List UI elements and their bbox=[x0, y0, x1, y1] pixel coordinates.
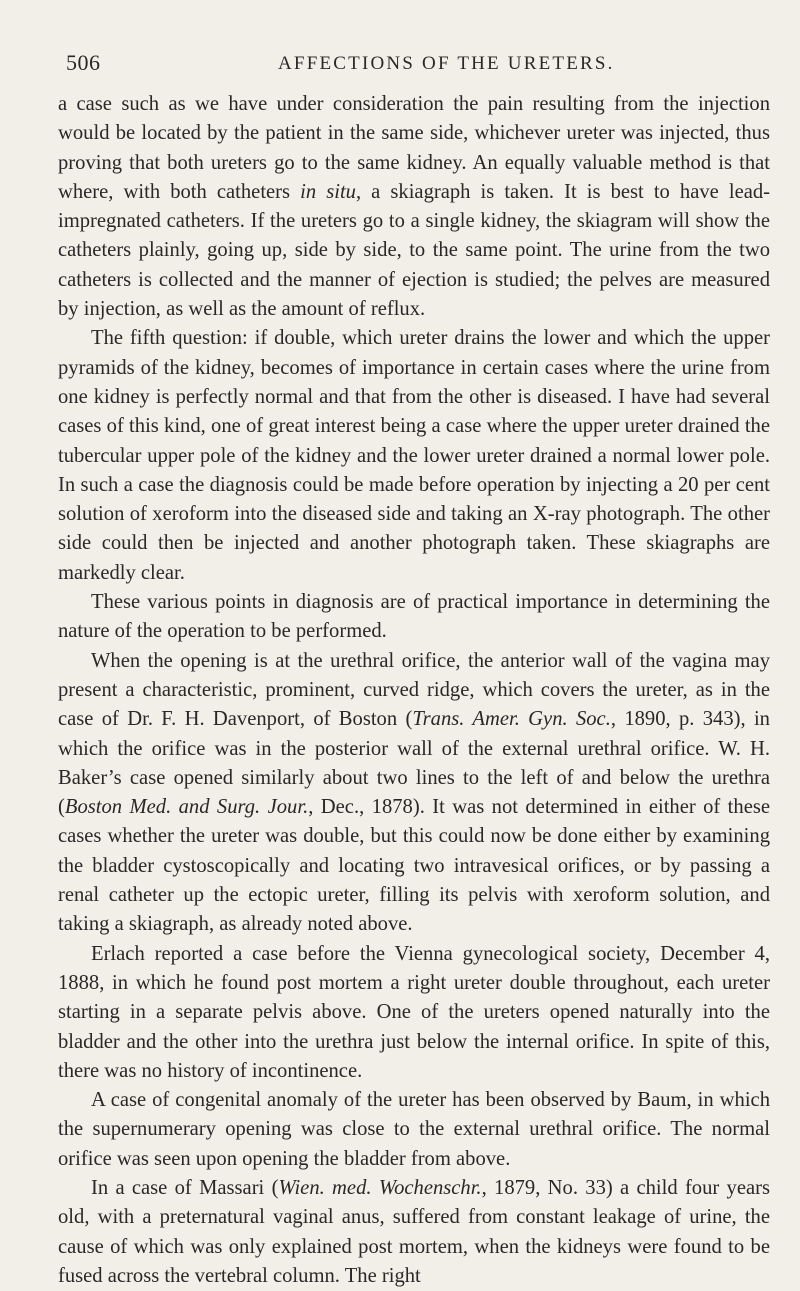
text-run: A case of congenital anomaly of the ureter has been observed by Baum, in which the supernumerary opening was close to the external urethral orifice. The normal orifice was seen upon opening the bladder from above. bbox=[58, 1089, 770, 1170]
paragraph bbox=[58, 940, 770, 1086]
text-run: These various points in diagnosis are of practical importance in determining the nature of the operation to be performed. bbox=[58, 591, 770, 643]
text-run: When the opening is at the urethral orifice, the anterior wall of the vagina may present a characteristic, prominent, curved ridge, which covers the ureter, as in the case of Dr. F. H. Davenport, of Boston ( bbox=[58, 649, 770, 731]
page-number: 506 bbox=[66, 50, 101, 75]
paragraph bbox=[58, 1086, 770, 1174]
text-run: The fifth question: if double, which ureter drains the lower and which the upper pyramids of the kidney, becomes of importance in certain cases where the urine from one kidney is perfectly normal and that from the other is diseased. I have had several cases of this kind, one of great interest being a case where the upper ureter drained the tubercular upper pole of the kidney and the lower ureter drained a normal lower pole. In such a case the diagnosis could be made before operation by injecting a 20 per cent solution of xeroform into the diseased side and taking an X-ray photograph. The other side could then be injected and another photograph taken. These skiagraphs are markedly clear. bbox=[58, 327, 770, 584]
paragraph bbox=[58, 588, 770, 647]
paragraph bbox=[58, 90, 770, 324]
text-run: , 1879, No. 33) a child four years old, with a preternatural vaginal anus, suffered from constant leakage of urine, the cause of which was only explained post mortem, when the kidneys were found to be fused across the vertebral column. The right bbox=[58, 1176, 771, 1287]
body-text bbox=[58, 90, 770, 1291]
paragraph bbox=[58, 324, 770, 588]
italic-citation: in situ bbox=[300, 180, 356, 203]
paragraph bbox=[58, 1174, 770, 1291]
text-run: , a skiagraph is taken. It is best to have lead-impregnated catheters. If the ureters go to a single kidney, the skiagram will show the catheters plainly, going up, side by side, to the same point. The urine from the two catheters is collected and the manner of ejection is studied; the pelves are measured by injection, as well as the amount of reflux. bbox=[58, 180, 771, 321]
italic-citation: Wien. med. Wochenschr. bbox=[278, 1176, 482, 1199]
text-run: , Dec., 1878). It was not determined in either of these cases whether the ureter was double, but this could now be done either by examining the bladder cystoscopically and locating two intravesical orifices, or by passing a renal catheter up the ectopic ureter, filling its pelvis with xeroform solution, and taking a skiagraph, as already noted above. bbox=[58, 796, 770, 936]
text-run: Erlach reported a case before the Vienna gynecological society, December 4, 1888, in which he found post mortem a right ureter double throughout, each ureter starting in a separate pelvis above. One of the ureters opened naturally into the bladder and the other into the urethra just below the internal orifice. In spite of this, there was no history of incontinence. bbox=[58, 942, 770, 1082]
text-run: In a case of Massari ( bbox=[91, 1176, 279, 1199]
italic-citation: Trans. Amer. Gyn. Soc. bbox=[412, 708, 611, 731]
text-run: , 1890, p. 343), in which the orifice was in the posterior wall of the external urethral orifice. W. H. Baker’s case opened similarly about two lines to the left of and below the urethra ( bbox=[58, 708, 770, 819]
running-title: AFFECTIONS OF THE URETERS. bbox=[278, 53, 615, 74]
text-run: a case such as we have under consideration the pain resulting from the injection would be located by the patient in the same side, whichever ureter was injected, thus proving that both ureters go to the same kidney. An equally valuable method is that where, with both catheters bbox=[58, 93, 770, 203]
paragraph bbox=[58, 647, 770, 940]
running-head bbox=[48, 50, 748, 80]
italic-citation: Boston Med. and Surg. Jour. bbox=[64, 796, 309, 819]
